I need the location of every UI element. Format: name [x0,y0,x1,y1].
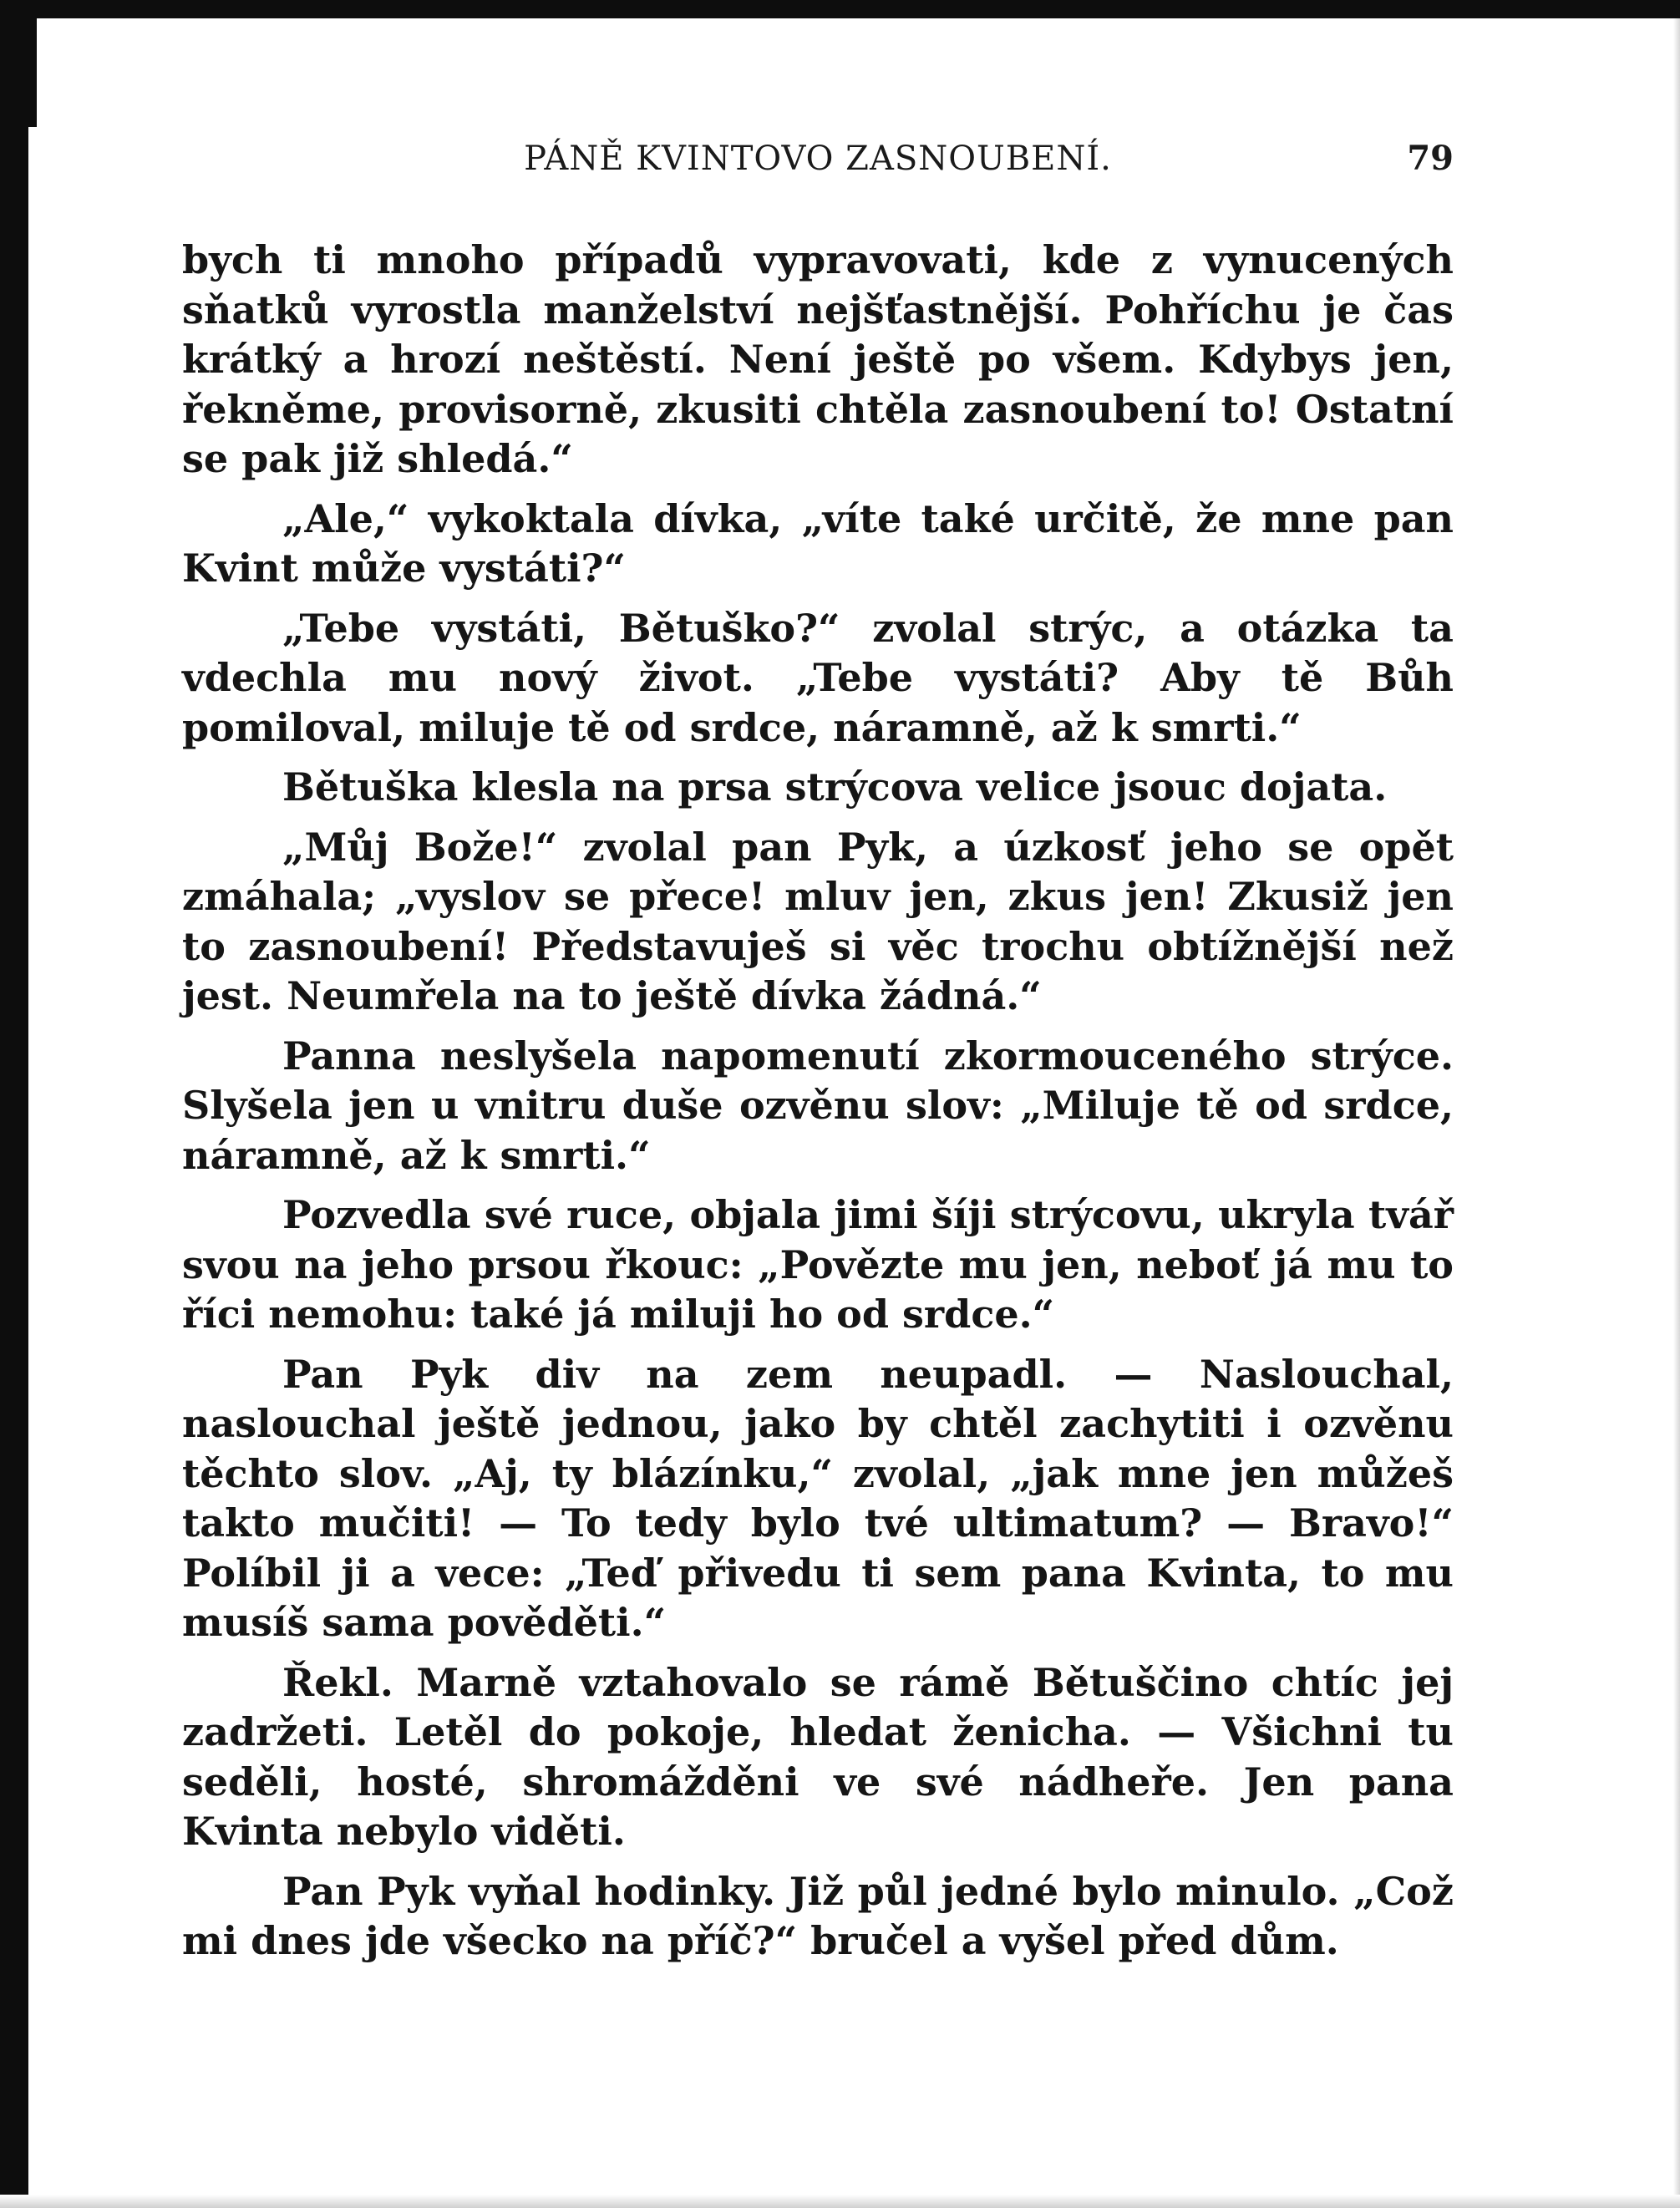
paragraph: bych ti mnoho případů vypravovati, kde z vynucených sňatků vyrostla manželství nejšťastnější. Pohříchu je čas krátký a hrozí neštěstí. Není ještě po všem. Kdybys jen, řekněme, provisorně, zkusiti chtěla zasnoubení to! Ostatní se pak již shledá.“ [182,237,1454,481]
paragraph: „Můj Bože!“ zvolal pan Pyk, a úzkosť jeho se opět zmáhala; „vyslov se přece! mluv jen, zkus jen! Zkusiž jen to zasnoubení! Představuješ si věc trochu obtížnější než jest. Neumřela na to ještě dívka žádná.“ [182,824,1454,1018]
paragraph: Pan Pyk vyňal hodinky. Již půl jedné bylo minulo. „Což mi dnes jde všecko na příč?“ bručel a vyšel před dům. [182,1868,1454,1963]
paragraph: „Ale,“ vykoktala dívka, „víte také určitě, že mne pan Kvint může vystáti?“ [182,495,1454,591]
paragraph: „Tebe vystáti, Bětuško?“ zvolal strýc, a otázka ta vdechla mu nový život. „Tebe vystáti? Aby tě Bůh pomiloval, miluje tě od srdce, náramně, až k smrti.“ [182,605,1454,750]
paragraph: Pan Pyk div na zem neupadl. — Naslouchal, naslouchal ještě jednou, jako by chtěl zachytiti i ozvěnu těchto slov. „Aj, ty blázínku,“ zvolal, „jak mne jen můžeš takto mučiti! — To tedy bylo tvé ultimatum? — Bravo!“ Políbil ji a vece: „Teď přivedu ti sem pana Kvinta, to mu musíš sama pověděti.“ [182,1351,1454,1645]
paragraph: Bětuška klesla na prsa strýcova velice jsouc dojata. [282,764,1388,810]
running-title: PÁNĚ KVINTOVO ZASNOUBENÍ. [524,140,1112,178]
paragraph: Řekl. Marně vztahovalo se rámě Bětuščino chtíc jej zadržeti. Letěl do pokoje, hledat ženicha. — Všichni tu seděli, hosté, shromážděni ve své nádheře. Jen pana Kvinta nebylo viděti. [182,1659,1454,1854]
running-header [182,129,1454,188]
body-text [182,236,1454,1977]
paragraph: Pozvedla své ruce, objala jimi šíji strýcovu, ukryla tvář svou na jeho prsou řkouc: „Povězte mu jen, neboť já mu to říci nemohu: také já miluji ho od srdce.“ [182,1192,1454,1337]
paragraph: Panna neslyšela napomenutí zkormouceného strýce. Slyšela jen u vnitru duše ozvěnu slov: „Miluje tě od srdce, náramně, až k smrti.“ [182,1033,1454,1178]
page-number: 79 [1407,139,1454,178]
